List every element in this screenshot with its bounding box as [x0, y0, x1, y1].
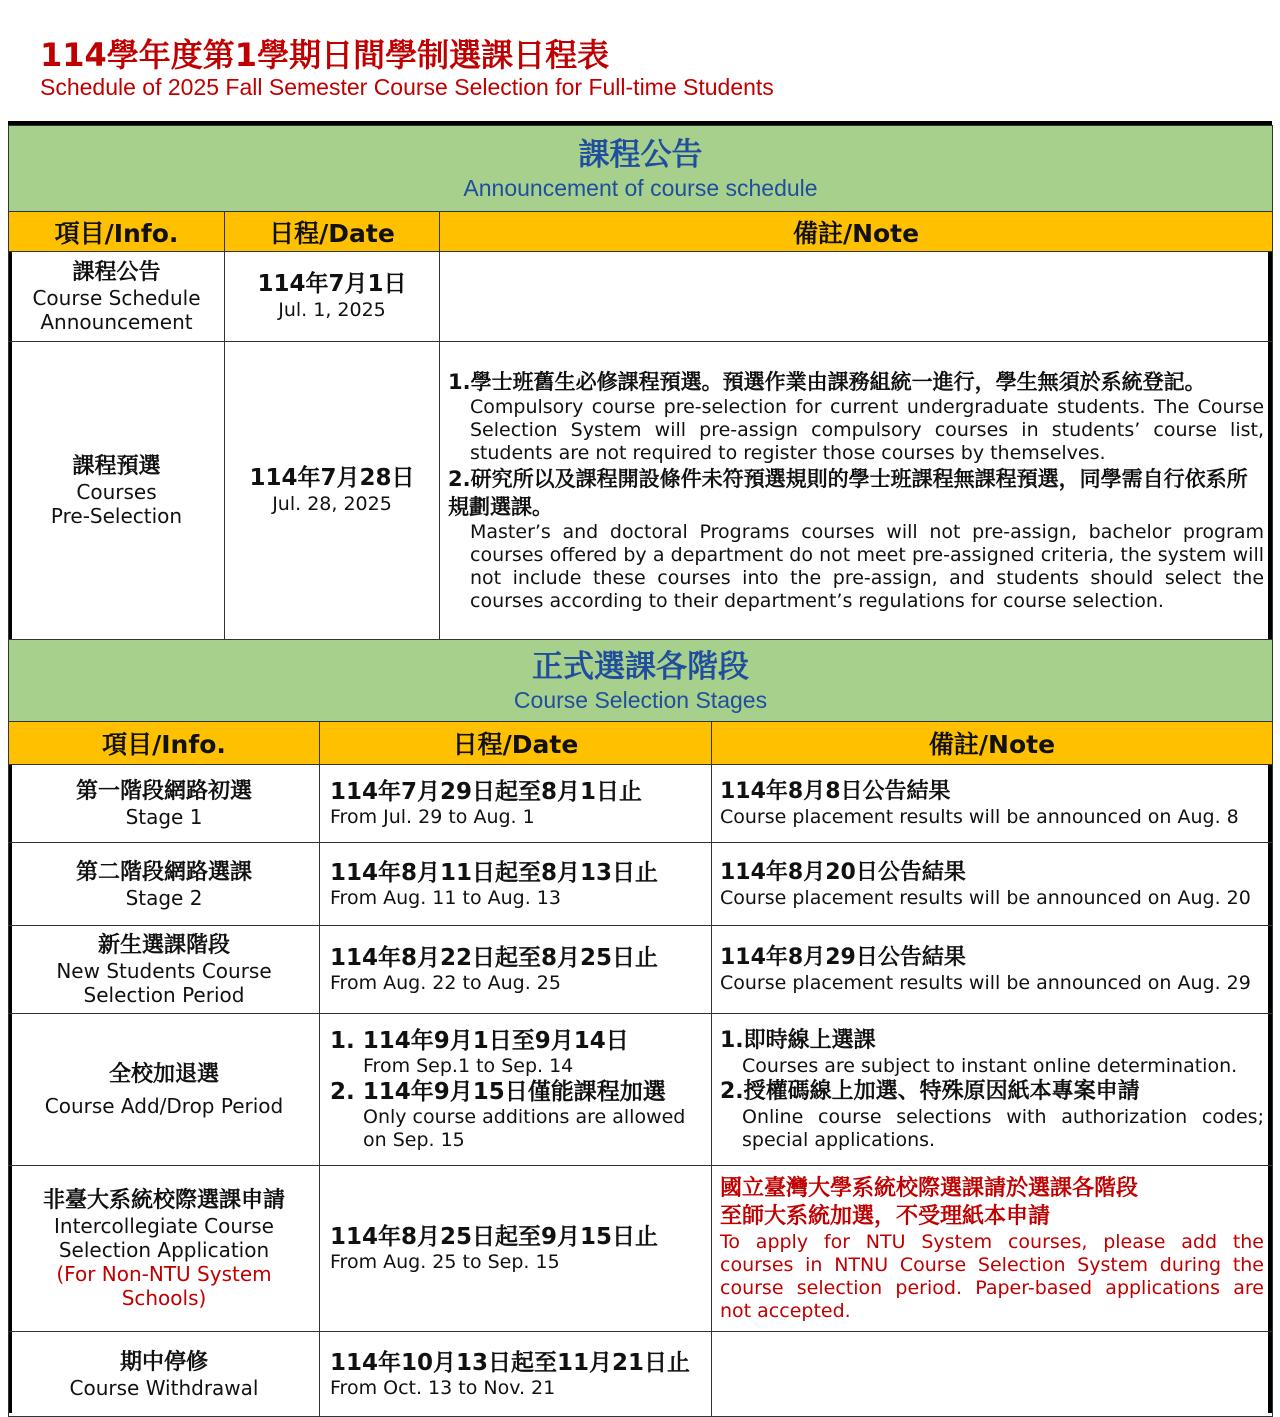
note-zh: 114年8月29日公告結果 [720, 945, 966, 970]
note-en: Course placement results will be announced on Aug. 8 [720, 806, 1239, 828]
stages-title-zh: 正式選課各階段 [532, 648, 749, 685]
note-zh: 至師大系統加選，不受理紙本申請 [720, 1203, 1051, 1229]
info-zh: 期中停修 [119, 1349, 208, 1375]
info-en: Intercollegiate Course [54, 1214, 274, 1238]
stages-title-en: Course Selection Stages [513, 686, 768, 713]
date-cell [320, 1332, 712, 1417]
info-zh: 新生選課階段 [97, 933, 230, 958]
date-zh: 114年8月11日起至8月13日止 [330, 859, 659, 886]
note-en: Courses are subject to instant online determination. [742, 1055, 1238, 1077]
info-en: New Students Course [56, 959, 272, 983]
info-zh: 第一階段網路初選 [75, 779, 252, 804]
date-en: From Aug. 25 to Sep. 15 [330, 1251, 560, 1273]
date-en: Jul. 28, 2025 [272, 493, 392, 515]
date-en: From Sep.1 to Sep. 14 [363, 1055, 574, 1077]
info-en: Announcement [40, 310, 193, 334]
page-title-en: Schedule of 2025 Fall Semester Course Selection for Full-time Students [40, 74, 774, 100]
table-row [9, 252, 1273, 342]
note-cell [440, 342, 1273, 640]
table-row [9, 843, 1273, 926]
info-red-en: Schools) [121, 1286, 207, 1310]
date-en: on Sep. 15 [363, 1129, 465, 1151]
info-en: Course Add/Drop Period [44, 1094, 284, 1118]
announcement-table [8, 125, 1273, 640]
info-en: Course Schedule [32, 286, 201, 310]
table-row [9, 342, 1273, 640]
date-zh: 114年7月1日 [257, 271, 407, 297]
info-en: Stage 1 [125, 805, 203, 829]
info-cell [9, 765, 320, 843]
note-en: To apply for NTU System courses, please add the courses in NTNU Course Selection System during the course selection period. Paper-based applications are not accepted. [720, 1230, 1264, 1322]
date-zh: 114年10月13日起至11月21日止 [330, 1349, 691, 1376]
table-row [9, 926, 1273, 1014]
note-en: Course placement results will be announced on Aug. 29 [720, 972, 1251, 994]
note-cell [712, 765, 1273, 843]
date-en: Only course additions are allowed [363, 1106, 686, 1128]
announcement-title-en: Announcement of course schedule [463, 174, 818, 201]
note-zh: 1.學士班舊生必修課程預選。預選作業由課務組統一進行，學生無須於系統登記。 [448, 370, 1206, 394]
note-zh: 114年8月20日公告結果 [720, 859, 966, 885]
info-en: Stage 2 [125, 885, 203, 910]
table-row [9, 765, 1273, 843]
announcement-band [9, 126, 1273, 212]
note-cell [440, 252, 1273, 342]
col-info-header: 項目/Info. [9, 722, 320, 765]
date-zh: 1. 114年9月1日至9月14日 [330, 1028, 629, 1054]
info-cell [9, 1166, 320, 1332]
note-en: Course placement results will be announced on Aug. 20 [720, 886, 1251, 909]
info-red-en: (For Non-NTU System [56, 1262, 272, 1286]
col-note-header: 備註/Note [712, 722, 1273, 765]
selection-stages-table [8, 639, 1273, 1417]
stages-band [9, 640, 1273, 722]
date-zh: 114年7月28日 [249, 465, 415, 491]
info-cell [9, 1014, 320, 1166]
info-cell [9, 843, 320, 926]
date-zh: 2. 114年9月15日僅能課程加選 [330, 1079, 666, 1105]
info-en: Pre-Selection [50, 504, 183, 528]
col-note-header: 備註/Note [440, 212, 1273, 252]
note-cell [712, 1166, 1273, 1332]
note-en: Master’s and doctoral Programs courses will not pre-assign, bachelor program courses offered by a department do not meet pre-assigned criteria, the system will not include these courses into the pre-assign, and students should select the courses according to their department’s regulations for course selection. [470, 521, 1265, 612]
page-title-zh: 114學年度第1學期日間學制選課日程表 [40, 36, 610, 74]
info-zh: 第二階段網路選課 [75, 859, 252, 885]
note-zh: 2.授權碼線上加選、特殊原因紙本專案申請 [720, 1079, 1140, 1104]
info-zh: 非臺大系統校際選課申請 [42, 1188, 285, 1213]
date-zh: 114年7月29日起至8月1日止 [330, 779, 643, 805]
note-zh: 1.即時線上選課 [720, 1028, 876, 1053]
date-cell [225, 342, 440, 640]
info-en: Course Withdrawal [69, 1375, 259, 1400]
info-en: Courses [76, 480, 157, 504]
date-zh: 114年8月22日起至8月25日止 [330, 945, 659, 971]
info-cell [9, 342, 225, 640]
note-cell [712, 843, 1273, 926]
note-zh: 2.研究所以及課程開設條件未符預選規則的學士班課程無課程預選，同學需自行依系所規劃選課。 [448, 467, 1248, 519]
info-cell [9, 1332, 320, 1417]
note-en: Compulsory course pre-selection for current undergraduate students. The Course Selection System will pre-assign compulsory courses in students’ course list, students are not required to register those courses by themselves. [470, 396, 1265, 464]
col-date-header: 日程/Date [320, 722, 712, 765]
date-en: From Oct. 13 to Nov. 21 [330, 1376, 556, 1399]
col-info-header: 項目/Info. [9, 212, 225, 252]
date-cell [320, 926, 712, 1014]
date-zh: 114年8月25日起至9月15日止 [330, 1224, 659, 1250]
date-en: Jul. 1, 2025 [278, 299, 386, 321]
date-cell [225, 252, 440, 342]
info-zh: 全校加退選 [108, 1062, 219, 1087]
info-cell [9, 926, 320, 1014]
table-row [9, 1166, 1273, 1332]
info-cell [9, 252, 225, 342]
date-cell [320, 1166, 712, 1332]
date-cell [320, 1014, 712, 1166]
date-en: From Jul. 29 to Aug. 1 [330, 806, 535, 828]
date-cell [320, 843, 712, 926]
note-zh: 國立臺灣大學系統校際選課請於選課各階段 [720, 1175, 1139, 1201]
note-cell [712, 1332, 1273, 1417]
info-en: Selection Period [83, 983, 245, 1007]
date-cell [320, 765, 712, 843]
date-en: From Aug. 11 to Aug. 13 [330, 886, 561, 909]
note-cell [712, 1014, 1273, 1166]
announcement-title-zh: 課程公告 [578, 136, 703, 173]
col-date-header: 日程/Date [225, 212, 440, 252]
table-row [9, 1332, 1273, 1417]
info-en: Selection Application [58, 1238, 270, 1262]
info-zh: 課程預選 [72, 454, 161, 479]
info-zh: 課程公告 [72, 260, 161, 285]
table-row [9, 1014, 1273, 1166]
note-en: Online course selections with authorization codes; special applications. [742, 1106, 1264, 1151]
date-en: From Aug. 22 to Aug. 25 [330, 972, 561, 994]
note-zh: 114年8月8日公告結果 [720, 779, 951, 804]
note-cell [712, 926, 1273, 1014]
